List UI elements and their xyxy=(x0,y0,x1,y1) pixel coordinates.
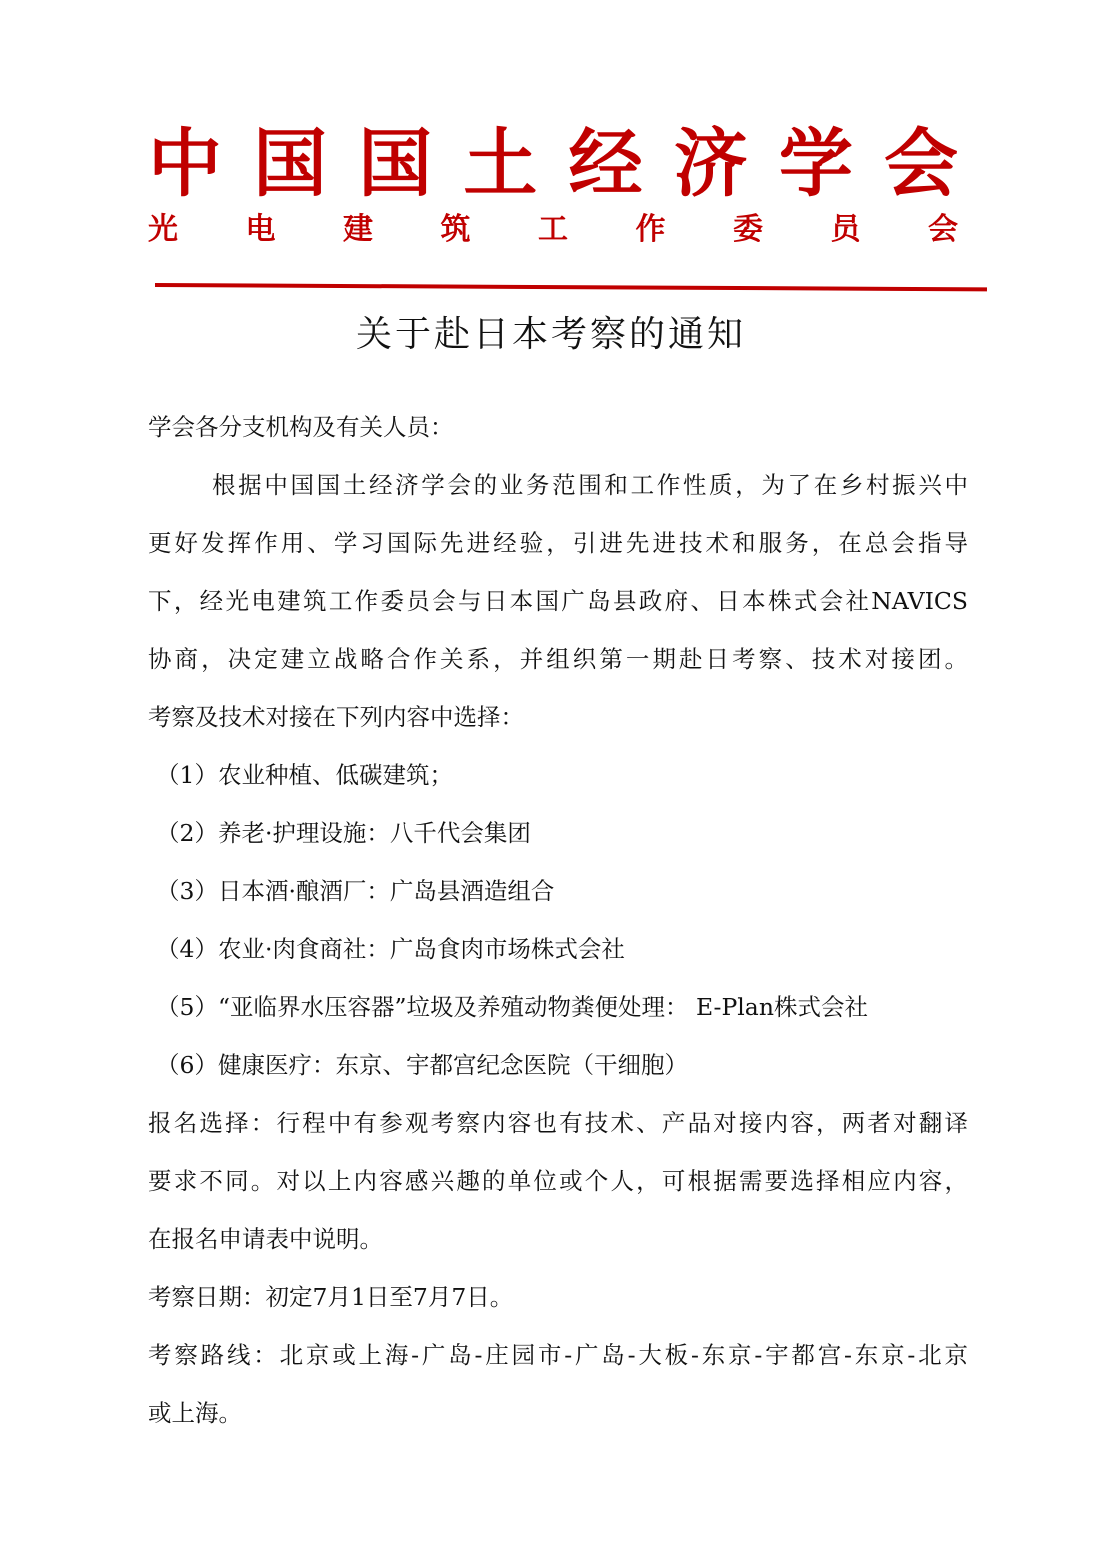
letterhead-subtitle-char: 作 xyxy=(635,212,666,247)
route-line: 或上海。 xyxy=(148,1399,242,1427)
document-title: 关于赴日本考察的通知 xyxy=(355,314,746,355)
letterhead-divider xyxy=(155,283,987,291)
letterhead-subtitle-char: 建 xyxy=(343,212,373,247)
option-item: （5）“亚临界水压容器”垃圾及养殖动物粪便处理： E-Plan株式会社 xyxy=(156,993,868,1021)
letterhead-subtitle-char: 光 xyxy=(148,212,178,247)
option-item: （4）农业·肉食商社：广岛食肉市场株式会社 xyxy=(156,935,625,963)
letterhead-title-char: 国 xyxy=(253,121,328,207)
options-intro: 考察及技术对接在下列内容中选择： xyxy=(148,703,524,731)
option-item: （6）健康医疗：东京、宇都宫纪念医院（干细胞） xyxy=(156,1051,688,1079)
letterhead-title-char: 学 xyxy=(778,121,853,207)
letterhead-subtitle-char: 工 xyxy=(538,212,568,247)
intro-line: 更好发挥作用、学习国际先进经验，引进先进技术和服务，在总会指导 xyxy=(148,529,968,557)
intro-line: 下，经光电建筑工作委员会与日本国广岛县政府、日本株式会社NAVICS xyxy=(148,587,968,615)
letterhead-subtitle-char: 委 xyxy=(733,212,763,247)
letterhead-title-char: 经 xyxy=(568,121,643,207)
letterhead-title-char: 国 xyxy=(358,121,433,207)
letterhead-title-char: 济 xyxy=(673,121,748,207)
letterhead-title-char: 会 xyxy=(883,121,958,207)
intro-line: 协商，决定建立战略合作关系，并组织第一期赴日考察、技术对接团。 xyxy=(148,645,968,673)
route-line: 考察路线：北京或上海-广岛-庄园市-广岛-大板-东京-宇都宫-东京-北京 xyxy=(148,1341,968,1369)
option-item: （3）日本酒·酿酒厂：广岛县酒造组合 xyxy=(156,877,555,905)
registration-line: 要求不同。对以上内容感兴趣的单位或个人，可根据需要选择相应内容， xyxy=(148,1167,968,1195)
letterhead-title-char: 中 xyxy=(148,121,222,207)
registration-line: 在报名申请表中说明。 xyxy=(148,1225,383,1253)
tour-dates: 考察日期：初定7月1日至7月7日。 xyxy=(148,1283,514,1311)
document-body xyxy=(148,398,968,1442)
letterhead-subtitle-char: 筑 xyxy=(440,212,471,247)
letterhead-title xyxy=(148,122,958,206)
letterhead-title-char: 土 xyxy=(463,121,538,207)
intro-line: 根据中国国土经济学会的业务范围和工作性质，为了在乡村振兴中 xyxy=(212,471,968,499)
option-item: （1）农业种植、低碳建筑； xyxy=(156,761,453,789)
letterhead-subtitle-char: 电 xyxy=(245,212,276,247)
registration-line: 报名选择：行程中有参观考察内容也有技术、产品对接内容，两者对翻译 xyxy=(148,1109,968,1137)
salutation: 学会各分支机构及有关人员： xyxy=(148,413,454,441)
letterhead-subtitle-char: 会 xyxy=(928,212,958,247)
letterhead-subtitle-char: 员 xyxy=(830,212,861,247)
option-item: （2）养老·护理设施：八千代会集团 xyxy=(156,819,531,847)
letterhead-subtitle xyxy=(148,210,958,250)
